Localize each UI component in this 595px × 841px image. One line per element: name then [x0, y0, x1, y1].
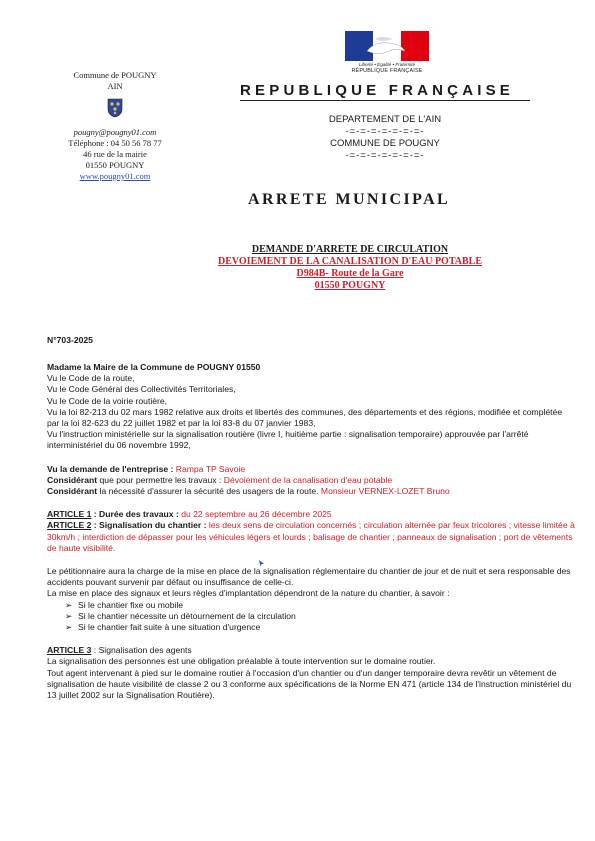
- commune-heading: COMMUNE DE POUGNY: [330, 138, 440, 149]
- page-title: ARRETE MUNICIPAL: [248, 191, 451, 208]
- demande-road: D984B- Route de la Gare: [296, 268, 404, 279]
- signalisation-details: les deux sens de circulation concernés ; circulation alternée par feux tricolores ; vitesse limitée à 30km/h ; interdiction de dépasser pour les véhicules légers et lourds ; balisage de chantier ; panneaux de signalisation ; port de vêtements de haute visibilité.: [47, 520, 575, 553]
- demande-label: Vu la demande de l'entreprise :: [47, 463, 176, 474]
- entreprise-name: Rampa TP Savoie: [175, 463, 246, 474]
- charge-paragraph: La mise en place des signaux et leurs règles d'implantation dépendront de la nature du chantier, à savoir :: [47, 588, 450, 599]
- list-item-text: Si le chantier fait suite à une situation d'urgence: [78, 622, 261, 633]
- commune-address: 46 rue de la mairie: [83, 149, 147, 159]
- article-3-paragraph: Tout agent intervenant à pied sur le domaine routier à l'occasion d'un chantier ou d'un danger temporaire devra revêtir un vêtement de signalisation de haute visibilité de classe 2 ou 3 conforme aux spécifications de la Norme EN 471 (article 134 de l'instruction ministériel du 13 juillet 2002 sur la Signalisation Routière).: [47, 667, 572, 701]
- coat-of-arms-icon: [107, 98, 123, 118]
- list-item: [65, 611, 575, 622]
- article-label: ARTICLE 1: [47, 509, 92, 520]
- considerant-text: la nécessité d'assurer la sécurité des usagers de la route.: [97, 486, 321, 497]
- considerant-label: Considérant: [47, 474, 98, 485]
- arrete-number: N°703-2025: [47, 335, 93, 345]
- charge-paragraph: Le pétitionnaire aura la charge de la mise en place de la signalisation réglementaire du chantier de jour et de nuit et sera responsable des accidents pouvant survenir par défaut ou insuffisance de celle-ci.: [47, 566, 571, 588]
- article-heading: : Signalisation des agents: [91, 645, 192, 656]
- considerant-label: Considérant: [47, 486, 98, 497]
- commune-website-link[interactable]: www.pougny01.com: [79, 171, 151, 181]
- list-item: [65, 600, 575, 611]
- vu-line: Vu l'instruction ministérielle sur la signalisation routière (livre I, huitième partie : signalisation temporaire) approuvée par l'arrêté interministériel du 06 novembre 1992,: [47, 429, 529, 451]
- republic-motto: Liberté • Égalité • Fraternité: [358, 62, 416, 67]
- heading-rule: [240, 100, 530, 101]
- article-2: [47, 520, 575, 554]
- vu-line: Vu le Code de la voirie routière,: [47, 395, 168, 406]
- article-label: ARTICLE 2: [47, 520, 92, 531]
- article-1: [47, 509, 575, 520]
- demande-title: DEMANDE D'ARRETE DE CIRCULATION: [251, 244, 449, 255]
- demande-block: [140, 244, 560, 292]
- dash-divider: -=-=-=-=-=-=-=-: [345, 150, 425, 161]
- article-label: ARTICLE 3: [47, 645, 92, 656]
- cursor-mark-icon: [258, 559, 266, 567]
- commune-phone: Téléphone : 04 50 56 78 77: [68, 138, 162, 148]
- article-heading: : Durée des travaux :: [91, 509, 182, 520]
- duree-travaux: du 22 septembre au 26 décembre 2025: [181, 509, 332, 520]
- demande-entreprise-line: [47, 464, 575, 475]
- demande-city: 01550 POUGNY: [314, 280, 386, 291]
- article-3-paragraph: La signalisation des personnes est une obligation préalable à toute intervention sur le domaine routier.: [47, 656, 436, 667]
- dash-divider: -=-=-=-=-=-=-=-: [345, 126, 425, 137]
- responsable-name: Monsieur VERNEX-LOZET Bruno: [320, 486, 450, 497]
- departement-name: DEPARTEMENT DE L'AIN: [328, 114, 442, 125]
- list-item-text: Si le chantier nécessite un détournement de la circulation: [78, 610, 296, 621]
- list-item: [65, 622, 575, 633]
- chantier-list: [47, 600, 575, 634]
- republic-logo: [344, 31, 430, 74]
- considerant-line: [47, 486, 575, 497]
- marianne-icon: [345, 31, 429, 61]
- vu-line: Vu la loi 82-213 du 02 mars 1982 relative aux droits et libertés des communes, des départements et des régions, modifiée et complétée par la loi 82-623 du 22 juillet 1982 et par la loi 83-8 du 07 janvier 1983,: [47, 406, 563, 429]
- commune-name: Commune de POUGNY: [73, 70, 157, 80]
- demande-subject: DEVOIEMENT DE LA CANALISATION D'EAU POTABLE: [217, 256, 482, 267]
- departement-block: [310, 114, 460, 162]
- vu-line: Vu le Code Général des Collectivités Territoriales,: [47, 384, 236, 395]
- maire-line: Madame la Maire de la Commune de POUGNY 01550: [47, 362, 261, 372]
- commune-block: [50, 70, 180, 182]
- article-3: [47, 645, 575, 656]
- republique-heading: REPUBLIQUE FRANÇAISE: [240, 82, 515, 99]
- republic-label-small: RÉPUBLIQUE FRANÇAISE: [351, 68, 423, 74]
- arrow-bullet-icon: ➢: [65, 610, 73, 621]
- commune-city: 01550 POUGNY: [85, 160, 145, 170]
- considerant-text: que pour permettre les travaux :: [97, 474, 224, 485]
- arrow-bullet-icon: ➢: [65, 622, 73, 633]
- travaux-description: Dévoiement de la canalisation d'eau potable: [223, 474, 393, 485]
- article-heading: : Signalisation du chantier :: [91, 520, 209, 531]
- vu-line: Vu le Code de la route,: [47, 373, 135, 384]
- commune-dept: AIN: [107, 81, 123, 91]
- arrete-body: [47, 362, 575, 701]
- considerant-line: [47, 475, 575, 486]
- list-item-text: Si le chantier fixe ou mobile: [78, 599, 184, 610]
- commune-email[interactable]: pougny@pougny01.com: [73, 127, 157, 137]
- arrow-bullet-icon: ➢: [65, 599, 73, 610]
